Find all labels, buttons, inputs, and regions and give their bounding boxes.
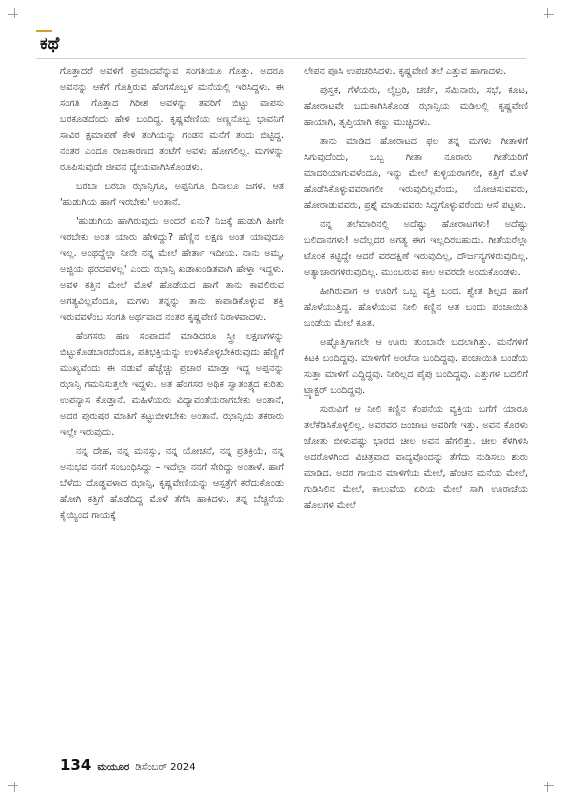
header-rule <box>36 58 526 59</box>
magazine-name: ಮಯೂರ <box>97 762 130 773</box>
paragraph: ನನ್ನ ತಲೆಮಾರಿನಲ್ಲಿ ಅದೆಷ್ಟು ಹೋರಾಟಗಳು! ಅದೆಷ್ಟು ಬಲಿದಾನಗಳು! ಅದೆಲ್ಲದರ ಅಗತ್ಯ ಈಗ ಇಲ್ಲದಿರಬಹುದು. ಗೀತೆಯರೆಲ್ಲಾ ಟೊಂಕ ಕಟ್ಟಿದ್ದೇ ಆದರೆ ವರದಕ್ಷಿಣೆ ಇರುವುದಿಲ್ಲ, ದೌರ್ಜನ್ಯಗಳಿರುವುದಿಲ್ಲ. ಅತ್ಯಾಚಾರಗಳಿರುವುದಿಲ್ಲ. ಮುಂಬರುವ ಕಾಲ ಅವರದೇ ಅಂದುಕೊಂಡಳು. <box>304 219 528 278</box>
page-number: 134 <box>60 756 92 774</box>
paragraph: 'ಹುಡುಗಿಯ ಹಾಗಿರುವುದು ಅಂದರೆ ಏನು? ನಿಜಕ್ಕೆ ಹುಡುಗಿ ಹೀಗೇ ಇರಬೇಕು ಅಂತ ಯಾರು ಹೇಳಿದ್ದು? ಹೆಣ್ಣಿನ ಲಕ್ಷಣ ಅಂತ ಯಾವುದೂ ಇಲ್ಲ. ಅಂಥದ್ದೆಲ್ಲಾ ನೀನೇ ನನ್ನ ಮೇಲೆ ಹೇರ್ತಾ ಇದೀಯ. ನಾನು ಅಮ್ಮ, ಅಜ್ಜಿಯ ಥರದವಳಲ್ಲ' ಎಂದು ಝಾನ್ಸಿ ಖಡಾಖಂಡಿತವಾಗಿ ಹೇಳ್ತಾ ಇದ್ದಳು. ಅವಳ ಕತ್ತಿನ ಮೇಲೆ ಮೊಳೆ ಹೊಡೆಯದ ಹಾಗೆ ತಾನು ಕಾವಲಿರುವ ಅಗತ್ಯವಿಲ್ಲವೆಂದೂ, ಮಗಳು ತನ್ನನ್ನು ತಾನು ಕಾಪಾಡಿಕೊಳ್ಳುವ ಶಕ್ತಿ ಇರುವವಳೆಂಬ ಸಂಗತಿ ಅರ್ಥವಾದ ನಂತರ ಕೃಷ್ಣವೇಣಿ ನಿರಾಳವಾದಳು. <box>60 216 284 323</box>
paragraph: ಅಷ್ಟೊತ್ತಿಗಾಗಲೇ ಆ ಊರು ತುಂಬಾನೇ ಬದಲಾಗಿತ್ತು. ಮನೆಗಳಿಗೆ ಕಿಟಕಿ ಬಂದಿದ್ದವು. ಮಾಳಿಗೆಗೆ ಅಂಟೆನಾ ಬಂದಿದ್ದವು. ಪಂಚಾಯಿತಿ ಬಂಡೆಯ ಸುತ್ತಾ ಮಾಳಿಗೆ ಎದ್ದಿದ್ದವು. ನೀರಿಲ್ಲದ ಪೈಪು ಬಂದಿದ್ದವು. ಎತ್ತುಗಳ ಬದಲಿಗೆ ಟ್ರ್ಯಾಕ್ಟರ್ ಬಂದಿದ್ದವು. <box>304 337 528 396</box>
crop-mark <box>8 14 18 15</box>
paragraph: ಸುರುವಿಗೆ ಆ ನೀಲಿ ಕಣ್ಣಿನ ಕೆಂಪನೆಯ ವ್ಯಕ್ತಿಯ ಬಗೆಗೆ ಯಾರೂ ತಲೆಕೆಡಿಸಿಕೊಳ್ಳಲಿಲ್ಲ. ಅವರವರ ಜಂಜಾಟ ಅವರಿಗೇ ಇತ್ತು. ಅವನ ಕೊರಳು ಜೋತು ಬೀಳುವಷ್ಟು ಭಾರದ ಚೀಲ ಅವನ ಹೆಗಲಿತ್ತು. ಚೀಲ ಕೆಳಗಿಳಿಸಿ ಅದರೊಳಗಿಂದ ವಿಚಿತ್ರವಾದ ವಾದ್ಯವೊಂದನ್ನು ತೆಗೆದು ನುಡಿಸಲು ಶುರು ಮಾಡಿದ. ಅದರ ಗಾಯನ ಮಾಳಿಗೆಯ ಮೇಲೆ, ಹೆಂಚಿನ ಮನೆಯ ಮೇಲೆ, ಗುಡಿಸಿಲಿನ ಮೇಲೆ, ಕಾಲುವೆಯ ಏರಿಯ ಮೇಲೆ ಸಾಗಿ ಊರಾಚೆಯ ಹೊಲಗಳ ಮೇಲೆ <box>304 404 528 511</box>
paragraph: ಪುಸ್ತಕ, ಗೆಳೆಯರು, ಲೈಬ್ರರಿ, ಚರ್ಚೆ, ಸೆಮಿನಾರು, ಸಭೆ, ಕೂಟ, ಹೋರಾಟವೇ ಬದುಕಾಗಿಸಿಕೊಂಡ ಝಾನ್ಸಿಯ ಮಡಿಲಲ್ಲಿ ಕೃಷ್ಣವೇಣಿ ಹಾಯಾಗಿ, ತೃಪ್ತಿಯಾಗಿ ಕಣ್ಣು ಮುಚ್ಚಿದಳು. <box>304 85 528 128</box>
page-footer <box>60 756 196 774</box>
crop-mark <box>14 8 15 18</box>
paragraph: ಬರಬಾ ಬರಬಾ ಝಾನ್ಸಿಗೂ, ಅಪ್ಪನಿಗೂ ದಿನಾಲೂ ಜಗಳ. ಆತ 'ಹುಡುಗಿಯ ಹಾಗೆ ಇರಬೇಕು' ಅಂತಾನೆ. <box>60 181 284 208</box>
issue-date: ಡಿಸೆಂಬರ್ 2024 <box>135 762 196 773</box>
crop-mark <box>547 8 548 18</box>
paragraph: ಹೆಂಗಸರು ಹಣ ಸಂಪಾದನೆ ಮಾಡಿದರೂ ಸ್ತ್ರೀ ಲಕ್ಷಣಗಳನ್ನು ಬಿಟ್ಟುಕೊಡಬಾರದೆಂದೂ, ಪತಿಭಕ್ತಿಯನ್ನು ಉಳಿಸಿಕೊಳ್ಳಬೇಕಿರುವುದು ಹೆಣ್ಣಿಗೆ ಮುಖ್ಯವೆಂದು ಈ ನಡುವೆ ಹೆಚ್ಚೆಚ್ಚು ಪ್ರಚಾರ ಮಾಡ್ತಾ ಇದ್ದ ಅಪ್ಪನನ್ನು ಝಾನ್ಸಿ ಗಮನಿಸುತ್ತಲೇ ಇದ್ದಳು. ಅತ ಹೆಂಗಸರ ಅಥಿಕ ಸ್ವಾತಂತ್ರ್ಯದ ಕುರಿತು ಉಪನ್ಯಾಸ ಕೊಡ್ತಾನೆ. ಮಹಿಳೆಯರು ವಿದ್ಯಾವಂತೆಯರಾಗಬೇಕು ಅಂತಾನೆ, ಅದರ ಪುರುಷರ ಮಾತಿಗೆ ಕಟ್ಟುಬೀಳಬೇಕು ಅಂತಾನೆ. ಝಾನ್ಸಿಯ ತಕರಾರು ಇಲ್ಲೇ ಇರುವುದು. <box>60 331 284 438</box>
right-text-column <box>304 64 528 517</box>
crop-mark <box>14 782 15 792</box>
paragraph: ಲೇಪನ ಪೂಸಿ ಉಪಚರಿಸಿದಳು. ಕೃಷ್ಣವೇಣಿ ತಲೆ ಎತ್ತುವ ಹಾಗಾದಳು. <box>304 66 507 77</box>
paragraph: ಹೀಗಿರುವಾಗ ಆ ಊರಿಗೆ ಒಬ್ಬ ವ್ಯಕ್ತಿ ಬಂದ. ಶ್ವೇತ ಶಿಲ್ಪದ ಹಾಗೆ ಹೊಳೆಯುತ್ತಿದ್ದ. ಹೊಳೆಯುವ ನೀಲಿ ಕಣ್ಣಿನ ಆತ ಬಂದು ಪಂಚಾಯಿತಿ ಬಂಡೆಯ ಮೇಲೆ ಕೂತ. <box>304 286 528 329</box>
header-accent-bar <box>36 30 52 32</box>
crop-mark <box>544 785 554 786</box>
paragraph: ತಾನು ಮಾಡಿದ ಹೋರಾಟದ ಫಲ ತನ್ನ ಮಗಳು ಗೀತಾಳಿಗೆ ಸಿಗುವುದೆಂದು, ಒಬ್ಬ ಗೀತಾ ನೂರಾರು ಗೀತೆಯರಿಗೆ ಮಾದರಿಯಾಗುವಳೆಂದೂ, ಇನ್ನು ಮೇಲೆ ಕುಳ್ಳಿಯರಾಗಲೀ, ಕತ್ತಿಗೆ ಮೊಳೆ ಹೊಡೆಸಿಕೊಳ್ಳುವವರಾಗಲೀ ಇರುವುದಿಲ್ಲವೆಂದು, ಯೋಚಿಸುವವರು, ಹೋರಾಡುವವರು, ಪ್ರಶ್ನೆ ಮಾಡುವವರು ಸಿದ್ಧಗೊಳ್ಳುವರೆಂದು ಆಸೆ ಪಟ್ಟಳು. <box>304 136 528 211</box>
crop-mark <box>544 14 554 15</box>
section-label: ಕಥೆ <box>40 34 60 54</box>
left-text-column <box>60 64 284 527</box>
paragraph: ಗೊತ್ತಾದರೆ ಅವಳಿಗೆ ಪ್ರಮಾದವೆನ್ನುವ ಸಂಗತಿಯೂ ಗೊತ್ತು. ಅದರೂ ಅವನನ್ನು ಆಕೆಗೆ ಗೊತ್ತಿರುವ ಹೆಂಗಸೊಬ್ಬಳ ಮನೆಯಲ್ಲಿ ಇರಿಸಿದ್ದಳು. ಈ ಸಂಗತಿ ಗೊತ್ತಾದ ಗಿರೀಶ ಅವಳನ್ನು ತವರಿಗೆ ಬಿಟ್ಟು ವಾಪಸು ಬರಕೂಡದೆಂದು ಹೇಳಿ ಬಂದಿದ್ದ. ಕೃಷ್ಣವೇಣಿಯ ಅಣ್ಣನೊಬ್ಬ ಭಾವನಿಗೆ ಸಾವಿರ ಕ್ಷಮಾಪಣೆ ಕೇಳಿ ತಂಗಿಯನ್ನು ಗಂಡನ ಮನೆಗೆ ತಂದು ಬಿಟ್ಟಿದ್ದ. ನಂತರ ಎಂದೂ ರಾಜಕಾರಣದ ತಂಟೆಗೆ ಅವಳು ಹೋಗಲಿಲ್ಲ. ಮಗಳನ್ನು ರೂಪಿಸುವುದೇ ಜೀವನ ಧ್ಯೇಯವಾಗಿಸಿಕೊಂಡಳು. <box>60 66 284 173</box>
crop-mark <box>8 785 18 786</box>
crop-mark <box>547 782 548 792</box>
paragraph: ನನ್ನ ದೇಹ, ನನ್ನ ಮನಸ್ಸು, ನನ್ನ ಯೋಚನೆ, ನನ್ನ ಪ್ರತಿಕ್ರಿಯೆ, ನನ್ನ ಅನುಭವ ನನಗೆ ಸಂಬಂಧಿಸಿದ್ದು – ಇದೆಲ್ಲಾ ನನಗೆ ಸೇರಿದ್ದು ಅಂತಾಳೆ. ಹಾಗೆ ಬೆಳೆದು ದೊಡ್ಡವಳಾದ ಝಾನ್ಸಿ, ಕೃಷ್ಣವೇಣಿಯನ್ನು ಆಸ್ಪತ್ರೆಗೆ ಕರೆದುಕೊಂಡು ಹೋಗಿ ಕತ್ತಿಗೆ ಹೊಡೆದಿದ್ದ ಮೊಳೆ ತೆಗೆಸಿ ಹಾಕಿದಳು. ತನ್ನ ಬೆಚ್ಚನೆಯ ಕೈಯ್ಯಿಂದ ಗಾಯಕ್ಕೆ <box>60 446 284 521</box>
